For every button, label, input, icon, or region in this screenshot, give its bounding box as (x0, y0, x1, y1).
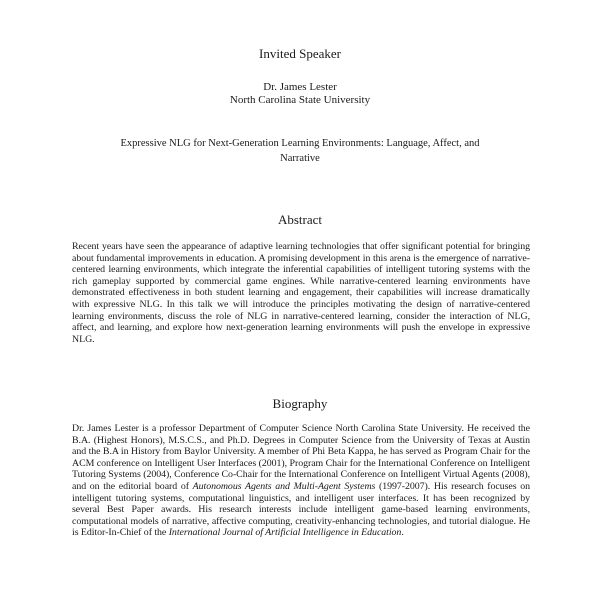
speaker-affiliation: North Carolina State University (229, 94, 371, 106)
biography-paragraph (72, 423, 530, 539)
talk-title-line1: Expressive NLG for Next-Generation Learning Environments: Language, Affect, and (120, 138, 480, 149)
abstract-heading: Abstract (277, 212, 323, 227)
biography-text-part3: . (401, 527, 404, 539)
talk-title-line2: Narrative (280, 153, 320, 164)
abstract-paragraph: Recent years have seen the appearance of adaptive learning technologies that offer significant potential for bringing about fundamental improvements in education. A promising development in this arena is the emergence of narrative-centered learning environments, which integrate the inferential capabilities of intelligent tutoring systems with the rich gameplay supported by commercial game engines. While narrative-centered learning environments have demonstrated effectiveness in both student learning and engagement, their capabilities will increase dramatically with expressive NLG. In this talk we will introduce the principles motivating the design of narrative-centered learning environments, discuss the role of NLG in narrative-centered learning, consider the interaction of NLG, affect, and learning, and explore how next-generation learning environments will push the envelope in expressive NLG. (72, 241, 530, 345)
biography-heading: Biography (272, 396, 328, 411)
journal-title-ijaied: International Journal of Artificial Intelligence in Education (168, 527, 402, 539)
invited-speaker-heading: Invited Speaker (259, 46, 341, 61)
journal-title-autonomous-agents: Autonomous Agents and Multi-Agent Systems (192, 480, 376, 492)
biography-text-part1: Dr. James Lester is a professor Department of Computer Science North Carolina State University. He received the B.A. (Highest Honors), M.S.C.S., and Ph.D. Degrees in Computer Science from the University of Texas at Austin and the B.A in History from Baylor University. A member of Phi Beta Kappa, he has served as Program Chair for the ACM conference on Intelligent User Interfaces (2001), Program Chair for the International Conference on Intelligent Tutoring Systems (2004), Conference Co-Chair for the International Conference on Intelligent Virtual Agents (2008), and on the editorial board of (72, 423, 530, 492)
speaker-name: Dr. James Lester (263, 81, 337, 93)
biography-text-part2: (1997-2007). His research focuses on intelligent tutoring systems, computational linguistics, and intelligent user interfaces. It has been recognized by several Best Paper awards. His research interests include intelligent game-based learning environments, computational models of narrative, affective computing, creativity-enhancing technologies, and tutorial dialogue. He is Editor-In-Chief of the (72, 480, 530, 539)
